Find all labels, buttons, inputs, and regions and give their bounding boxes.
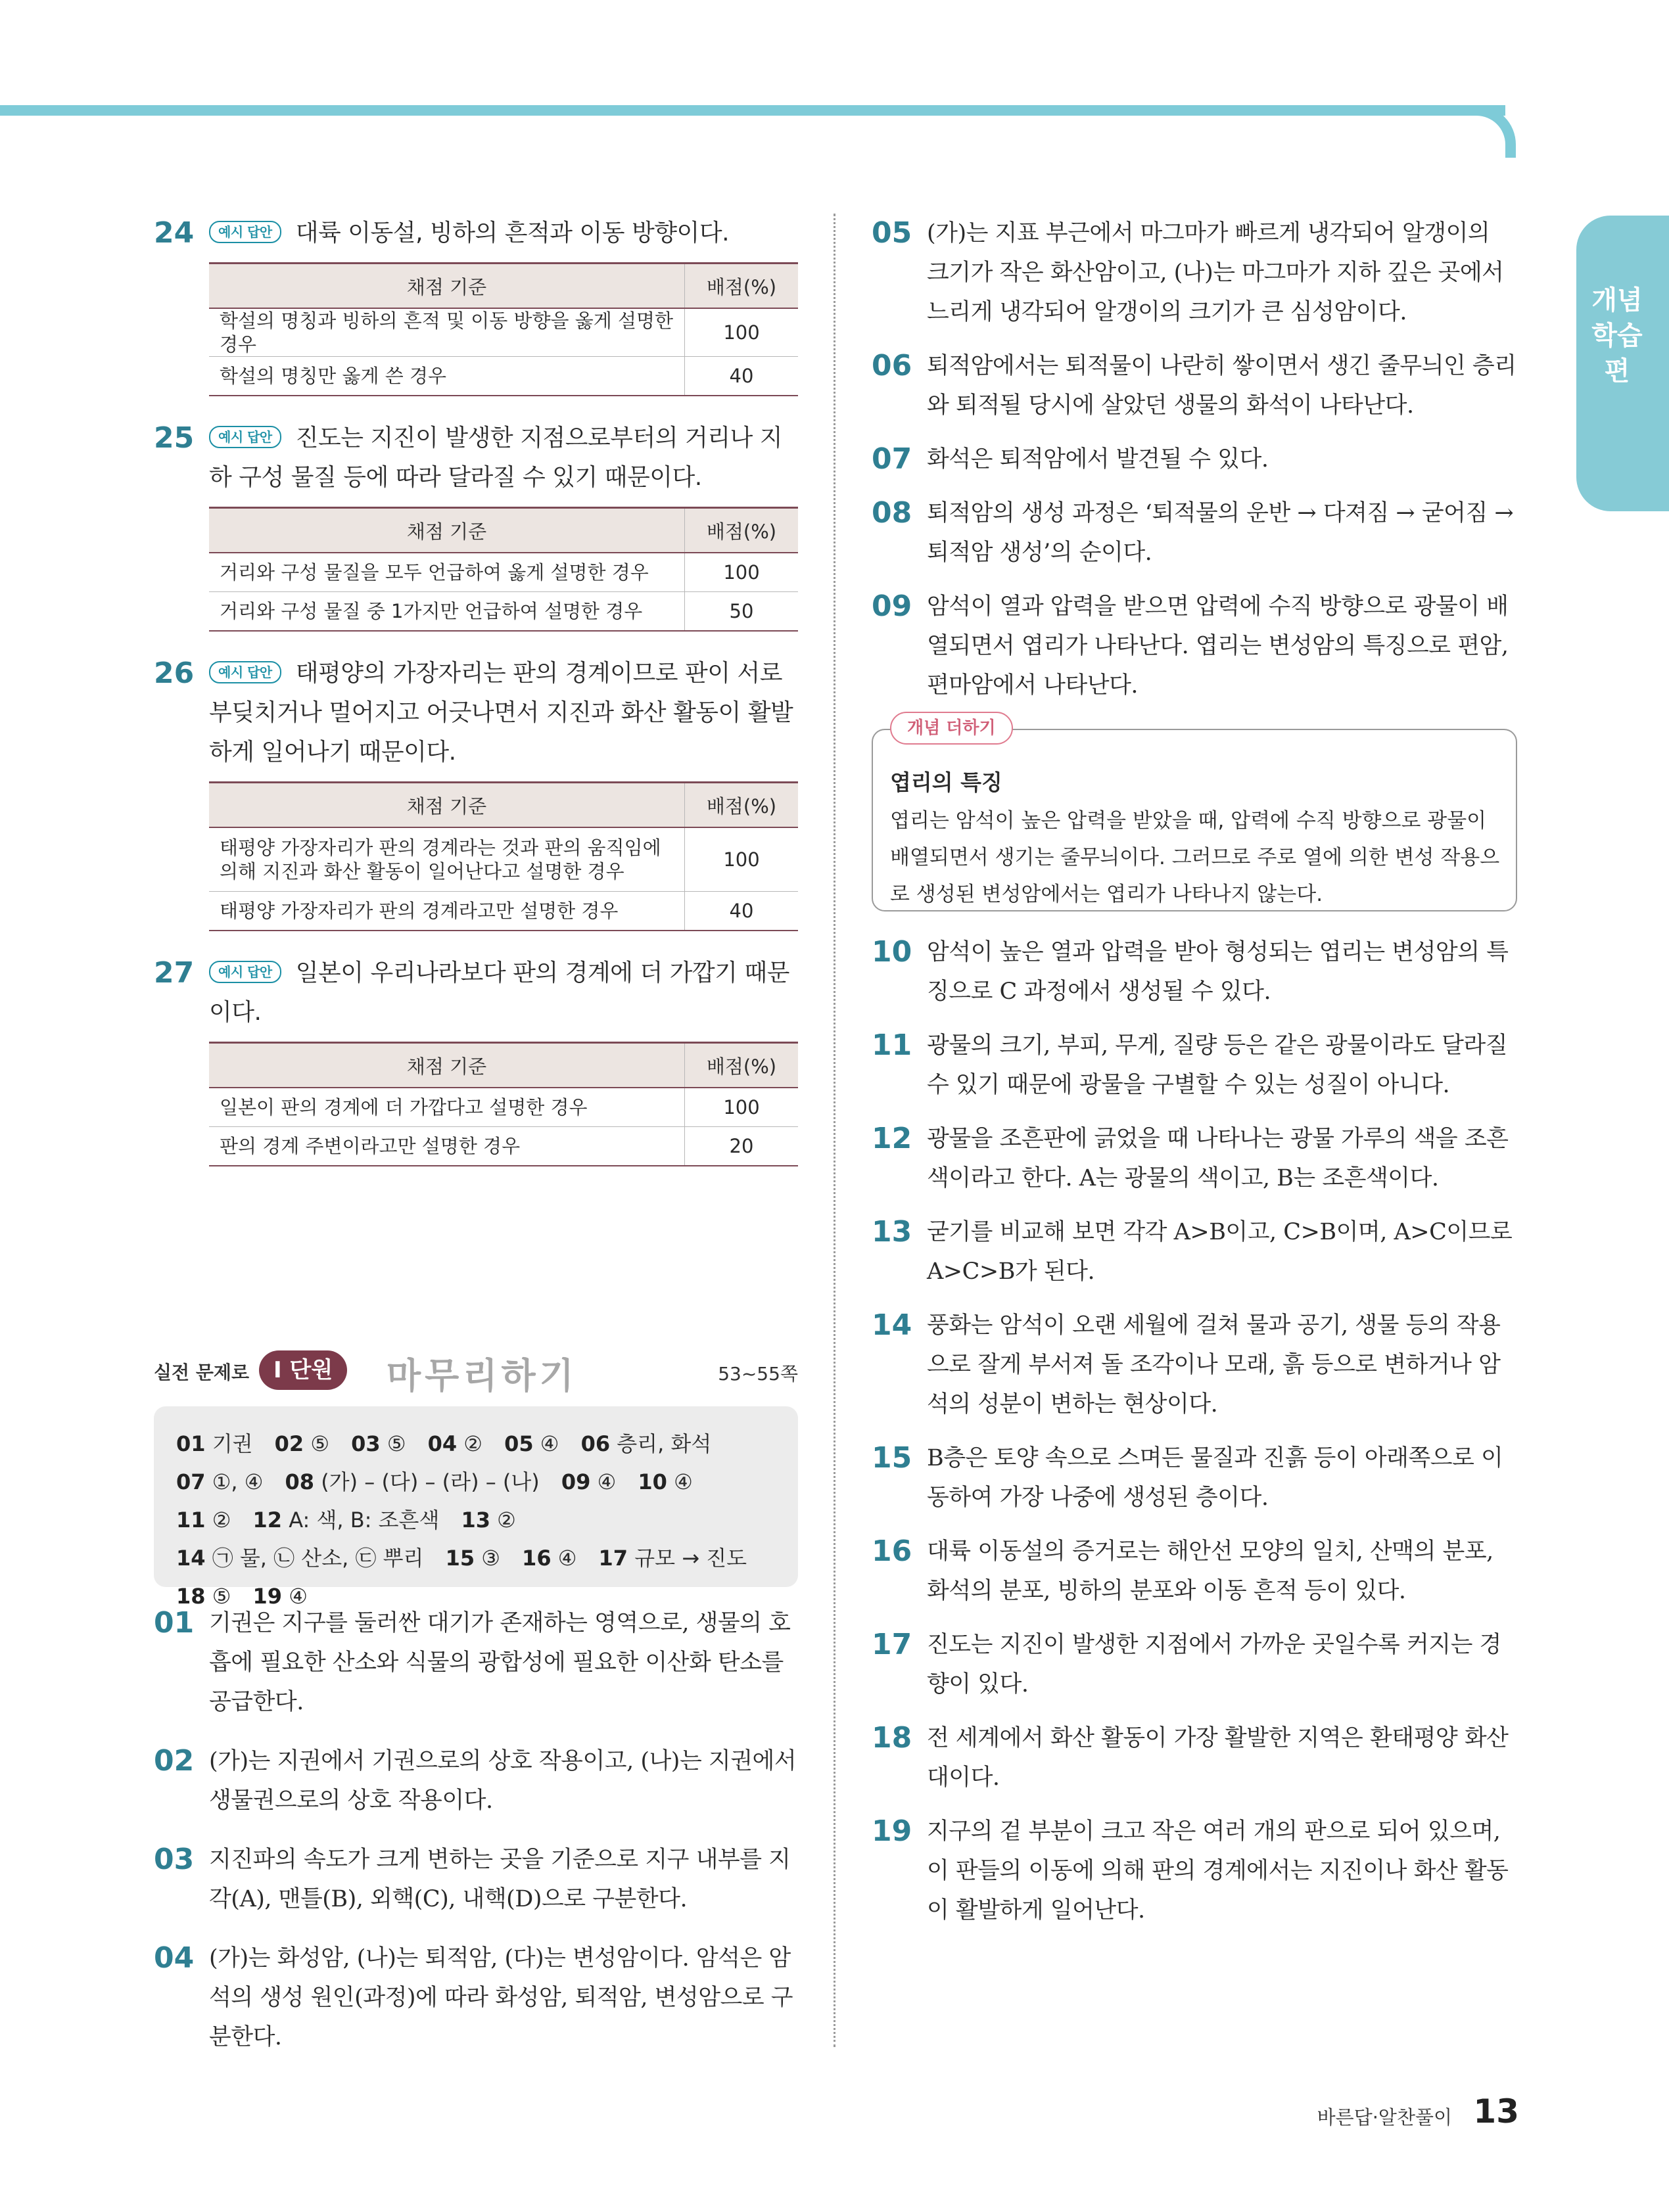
solution-text: 기권은 지구를 둘러싼 대기가 존재하는 영역으로, 생물의 호흡에 필요한 산소와 식물의 광합성에 필요한 이산화 탄소를 공급한다. bbox=[209, 1610, 791, 1715]
question-number: 25 bbox=[154, 421, 195, 455]
example-answer-badge: 예시 답안 bbox=[209, 426, 281, 448]
quick-answer: 14 ㉠ 물, ㉡ 산소, ㉢ 뿌리 bbox=[176, 1546, 424, 1571]
criteria-header: 채점 기준 bbox=[209, 508, 685, 553]
unit-summary-header bbox=[154, 1350, 798, 1396]
score-cell: 40 bbox=[685, 892, 799, 931]
solution-number: 01 bbox=[154, 1606, 195, 1640]
solution-text: (가)는 지표 부근에서 마그마가 빠르게 냉각되어 알갱이의 크기가 작은 화산암이고, (나)는 마그마가 지하 깊은 곳에서 느리게 냉각되어 알갱이의 크기가 큰 심성암이다. bbox=[927, 220, 1504, 325]
score-header: 배점(%) bbox=[685, 1043, 799, 1088]
footer-book-label: 바른답·알찬풀이 bbox=[1317, 2106, 1452, 2129]
callout-text: 엽리는 암석이 높은 압력을 받았을 때, 압력에 수직 방향으로 광물이 배열되면서 생기는 줄무늬이다. 그러므로 주로 열에 의한 변성 작용으로 생성된 변성암에서는 엽리가 나타나지 않는다. bbox=[890, 809, 1500, 906]
solution-item bbox=[872, 1212, 1517, 1291]
score-cell: 100 bbox=[685, 827, 799, 892]
solution-text: (가)는 화성암, (나)는 퇴적암, (다)는 변성암이다. 암석은 암석의 생성 원인(과정)에 따라 화성암, 퇴적암, 변성암으로 구분한다. bbox=[209, 1945, 793, 2050]
answer-body bbox=[209, 654, 798, 772]
solution-number: 16 bbox=[872, 1534, 912, 1568]
quick-answer: 15 ③ bbox=[445, 1546, 500, 1571]
quick-answer: 04 ② bbox=[427, 1431, 482, 1456]
answer-item-25 bbox=[154, 419, 798, 632]
solution-text: 화석은 퇴적암에서 발견될 수 있다. bbox=[927, 446, 1269, 472]
scoring-table bbox=[209, 262, 798, 396]
answer-item-27 bbox=[154, 954, 798, 1166]
solution-item bbox=[872, 346, 1517, 425]
solution-number: 06 bbox=[872, 349, 912, 382]
answer-text: 일본이 우리나라보다 판의 경계에 더 가깝기 때문이다. bbox=[209, 959, 789, 1026]
table-row bbox=[209, 1127, 798, 1166]
solution-number: 05 bbox=[872, 216, 912, 250]
question-number: 26 bbox=[154, 657, 195, 690]
solution-number: 09 bbox=[872, 589, 912, 623]
solution-text: 전 세계에서 화산 활동이 가장 활발한 지역은 환태평양 화산대이다. bbox=[927, 1725, 1509, 1791]
quick-answer: 05 ④ bbox=[504, 1431, 559, 1456]
column-divider bbox=[834, 214, 835, 2047]
solution-item bbox=[872, 1026, 1517, 1105]
score-cell: 100 bbox=[685, 553, 799, 592]
left-solutions bbox=[154, 1603, 798, 2057]
solution-item bbox=[154, 1741, 798, 1820]
solution-text: 암석이 열과 압력을 받으면 압력에 수직 방향으로 광물이 배열되면서 엽리가 나타난다. 엽리는 변성암의 특징으로 편암, 편마암에서 나타난다. bbox=[927, 593, 1509, 699]
score-header: 배점(%) bbox=[685, 264, 799, 309]
solution-number: 10 bbox=[872, 935, 912, 969]
criteria-cell: 거리와 구성 물질을 모두 언급하여 옳게 설명한 경우 bbox=[209, 553, 685, 592]
callout-tag: 개념 더하기 bbox=[890, 712, 1013, 745]
table-row bbox=[209, 553, 798, 592]
question-number: 27 bbox=[154, 956, 195, 990]
table-row bbox=[209, 827, 798, 892]
solution-item bbox=[872, 1812, 1517, 1930]
criteria-cell: 학설의 명칭과 빙하의 흔적 및 이동 방향을 옳게 설명한 경우 bbox=[209, 308, 685, 357]
solution-item bbox=[872, 440, 1517, 479]
solution-text: (가)는 지권에서 기권으로의 상호 작용이고, (나)는 지권에서 생물권으로의 상호 작용이다. bbox=[209, 1748, 797, 1814]
right-column bbox=[872, 214, 1517, 1930]
criteria-cell: 일본이 판의 경계에 더 가깝다고 설명한 경우 bbox=[209, 1088, 685, 1127]
criteria-cell: 학설의 명칭만 옳게 쓴 경우 bbox=[209, 357, 685, 396]
concept-callout bbox=[872, 712, 1517, 909]
solution-item bbox=[872, 1532, 1517, 1611]
score-header: 배점(%) bbox=[685, 508, 799, 553]
quick-answer: 18 ⑤ bbox=[176, 1584, 231, 1609]
left-column bbox=[154, 214, 798, 1193]
solution-item bbox=[872, 494, 1517, 572]
quick-answer: 02 ⑤ bbox=[274, 1431, 330, 1456]
answer-body bbox=[209, 214, 798, 253]
example-answer-badge: 예시 답안 bbox=[209, 221, 281, 243]
score-cell: 100 bbox=[685, 1088, 799, 1127]
quick-answer: 03 ⑤ bbox=[351, 1431, 406, 1456]
criteria-header: 채점 기준 bbox=[209, 1043, 685, 1088]
side-section-tab-label: 개념학습편 bbox=[1591, 285, 1643, 386]
quick-answer: 06 층리, 화석 bbox=[580, 1431, 712, 1456]
score-header: 배점(%) bbox=[685, 783, 799, 828]
table-row bbox=[209, 308, 798, 357]
solution-number: 08 bbox=[872, 496, 912, 530]
solution-text: 풍화는 암석이 오랜 세월에 걸쳐 물과 공기, 생물 등의 작용으로 잘게 부서져 돌 조각이나 모래, 흙 등으로 변하거나 암석의 성분이 변하는 현상이다. bbox=[927, 1312, 1501, 1417]
example-answer-badge: 예시 답안 bbox=[209, 961, 281, 983]
example-answer-badge: 예시 답안 bbox=[209, 661, 281, 683]
solution-number: 11 bbox=[872, 1028, 912, 1062]
quick-answer: 13 ② bbox=[461, 1508, 516, 1532]
score-cell: 100 bbox=[685, 308, 799, 357]
solution-number: 14 bbox=[872, 1308, 912, 1342]
criteria-header: 채점 기준 bbox=[209, 264, 685, 309]
unit-label: Ⅰ 단원 bbox=[259, 1350, 347, 1390]
answer-text: 진도는 지진이 발생한 지점으로부터의 거리나 지하 구성 물질 등에 따라 달라질 수 있기 때문이다. bbox=[209, 425, 782, 491]
solution-number: 12 bbox=[872, 1122, 912, 1155]
answer-item-26 bbox=[154, 654, 798, 931]
solution-item bbox=[872, 1306, 1517, 1424]
score-cell: 50 bbox=[685, 592, 799, 632]
scoring-table bbox=[209, 507, 798, 632]
solution-text: 지진파의 속도가 크게 변하는 곳을 기준으로 지구 내부를 지각(A), 맨틀(B), 외핵(C), 내핵(D)으로 구분한다. bbox=[209, 1847, 791, 1912]
solution-text: B층은 토양 속으로 스며든 물질과 진흙 등이 아래쪽으로 이동하여 가장 나중에 생성된 층이다. bbox=[927, 1445, 1503, 1511]
table-row bbox=[209, 892, 798, 931]
answer-text: 태평양의 가장자리는 판의 경계이므로 판이 서로 부딪치거나 멀어지고 어긋나면서 지진과 화산 활동이 활발하게 일어나기 때문이다. bbox=[209, 660, 793, 766]
solution-item bbox=[872, 1625, 1517, 1704]
solution-item bbox=[872, 1718, 1517, 1797]
scoring-table bbox=[209, 781, 798, 931]
criteria-header: 채점 기준 bbox=[209, 783, 685, 828]
solution-number: 18 bbox=[872, 1721, 912, 1755]
top-band-curve bbox=[1453, 105, 1516, 158]
quick-answer: 11 ② bbox=[176, 1508, 231, 1532]
quick-answer: 09 ④ bbox=[561, 1469, 617, 1494]
solution-item bbox=[872, 1119, 1517, 1198]
table-row bbox=[209, 1088, 798, 1127]
solution-item bbox=[872, 214, 1517, 332]
answer-body bbox=[209, 954, 798, 1032]
quick-answer: 10 ④ bbox=[638, 1469, 693, 1494]
solution-text: 대륙 이동설의 증거로는 해안선 모양의 일치, 산맥의 분포, 화석의 분포, 빙하의 분포와 이동 흔적 등이 있다. bbox=[927, 1538, 1493, 1604]
solution-item bbox=[872, 587, 1517, 705]
page-range: 53~55쪽 bbox=[718, 1363, 798, 1385]
page-number: 13 bbox=[1473, 2092, 1519, 2131]
quick-answers-box bbox=[154, 1406, 798, 1609]
table-row bbox=[209, 357, 798, 396]
solution-text: 지구의 겉 부분이 크고 작은 여러 개의 판으로 되어 있으며, 이 판들의 이동에 의해 판의 경계에서는 지진이나 화산 활동이 활발하게 일어난다. bbox=[927, 1818, 1509, 1924]
quick-answer: 07 ①, ④ bbox=[176, 1469, 264, 1494]
solution-item bbox=[154, 1939, 798, 2057]
question-number: 24 bbox=[154, 216, 195, 250]
top-decorative-band bbox=[0, 105, 1505, 116]
solution-text: 암석이 높은 열과 압력을 받아 형성되는 엽리는 변성암의 특징으로 C 과정에서 생성될 수 있다. bbox=[927, 939, 1509, 1005]
solution-text: 진도는 지진이 발생한 지점에서 가까운 곳일수록 커지는 경향이 있다. bbox=[927, 1632, 1501, 1697]
solution-item bbox=[872, 1439, 1517, 1517]
solution-item bbox=[872, 933, 1517, 1011]
solution-text: 굳기를 비교해 보면 각각 A>B이고, C>B이며, A>C이므로 A>C>B가 된다. bbox=[927, 1219, 1513, 1285]
solution-item bbox=[154, 1603, 798, 1722]
answer-text: 대륙 이동설, 빙하의 흔적과 이동 방향이다. bbox=[295, 219, 730, 246]
criteria-cell: 태평양 가장자리가 판의 경계라고만 설명한 경우 bbox=[209, 892, 685, 931]
solution-number: 07 bbox=[872, 442, 912, 476]
solution-number: 19 bbox=[872, 1814, 912, 1848]
solution-number: 02 bbox=[154, 1744, 195, 1778]
solution-number: 04 bbox=[154, 1941, 195, 1975]
solution-text: 광물의 크기, 부피, 무게, 질량 등은 같은 광물이라도 달라질 수 있기 때문에 광물을 구별할 수 있는 성질이 아니다. bbox=[927, 1032, 1508, 1098]
solution-item bbox=[154, 1840, 798, 1919]
quick-answer: 08 (가) – (다) – (라) – (나) bbox=[285, 1469, 540, 1494]
quick-answer: 19 ④ bbox=[252, 1584, 308, 1609]
criteria-cell: 판의 경계 주변이라고만 설명한 경우 bbox=[209, 1127, 685, 1166]
solution-text: 광물을 조흔판에 긁었을 때 나타나는 광물 가루의 색을 조흔색이라고 한다. A는 광물의 색이고, B는 조흔색이다. bbox=[927, 1126, 1509, 1191]
quick-answer: 16 ④ bbox=[522, 1546, 577, 1571]
scoring-table bbox=[209, 1042, 798, 1166]
summary-title: 마무리하기 bbox=[387, 1355, 578, 1396]
criteria-cell: 거리와 구성 물질 중 1가지만 언급하여 설명한 경우 bbox=[209, 592, 685, 632]
answer-body bbox=[209, 419, 798, 497]
solution-number: 13 bbox=[872, 1215, 912, 1249]
criteria-cell: 태평양 가장자리가 판의 경계라는 것과 판의 움직임에 의해 지진과 화산 활동이 일어난다고 설명한 경우 bbox=[209, 827, 685, 892]
quick-answer: 17 규모 → 진도 bbox=[598, 1546, 747, 1571]
callout-title: 엽리의 특징 bbox=[890, 770, 1002, 795]
solution-number: 15 bbox=[872, 1441, 912, 1475]
quick-answer: 01 기권 bbox=[176, 1431, 253, 1456]
answer-item-24 bbox=[154, 214, 798, 396]
solution-text: 퇴적암에서는 퇴적물이 나란히 쌓이면서 생긴 줄무늬인 층리와 퇴적될 당시에 살았던 생물의 화석이 나타난다. bbox=[927, 353, 1516, 419]
score-cell: 40 bbox=[685, 357, 799, 396]
solution-number: 17 bbox=[872, 1628, 912, 1661]
score-cell: 20 bbox=[685, 1127, 799, 1166]
quick-answer: 12 A: 색, B: 조흔색 bbox=[252, 1508, 440, 1532]
solution-text: 퇴적암의 생성 과정은 ‘퇴적물의 운반 → 다져짐 → 굳어짐 → 퇴적암 생성’의 순이다. bbox=[927, 500, 1514, 566]
solution-number: 03 bbox=[154, 1843, 195, 1876]
table-row bbox=[209, 592, 798, 632]
summary-prefix: 실전 문제로 bbox=[154, 1362, 249, 1383]
